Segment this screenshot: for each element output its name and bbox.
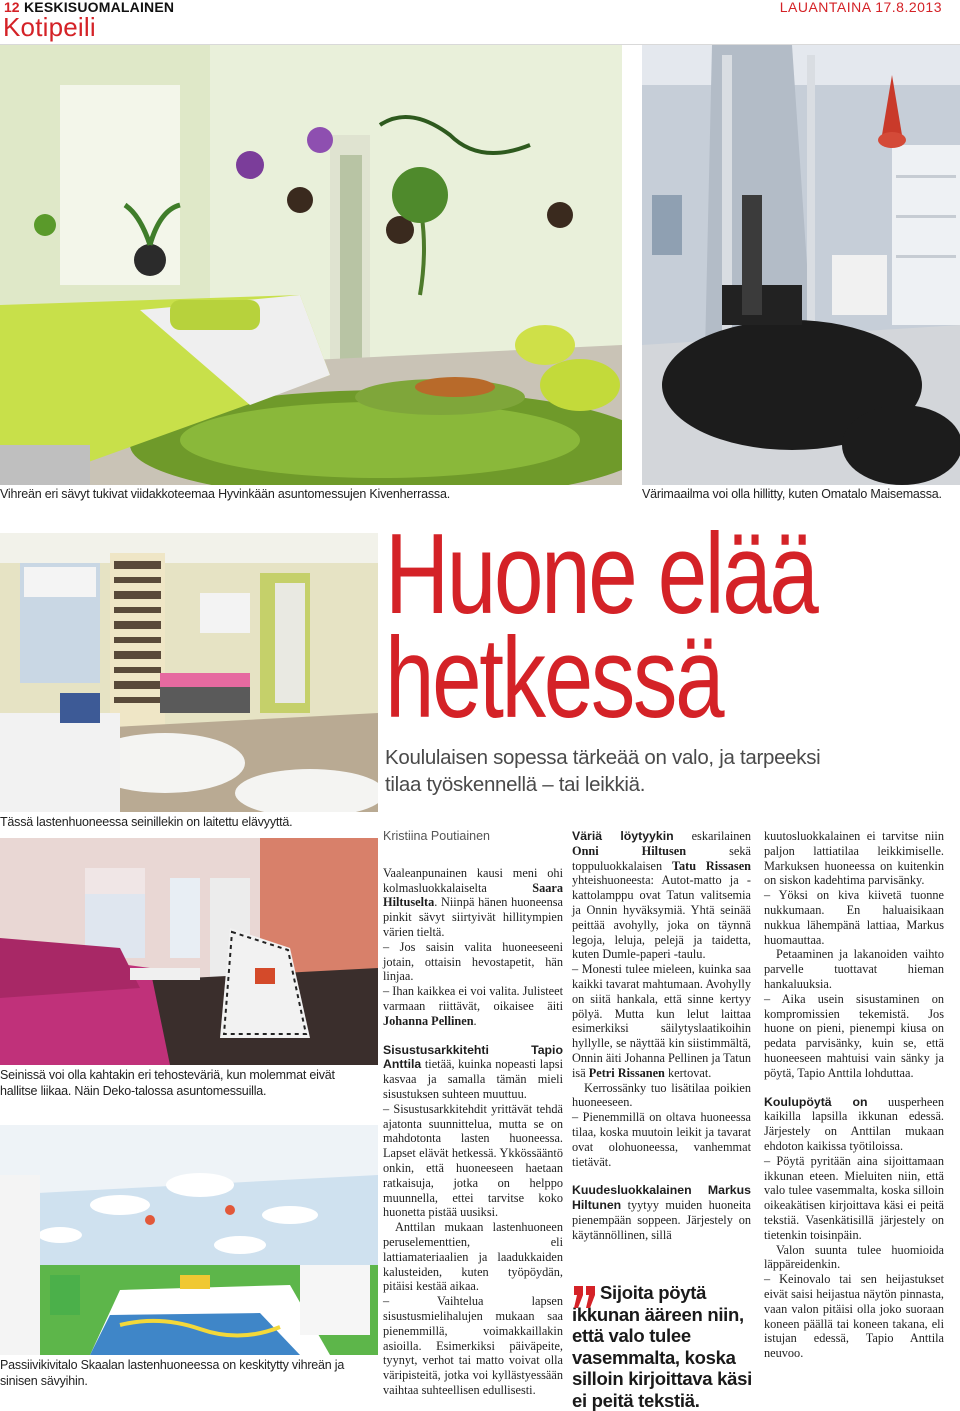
newspaper-name: KESKISUOMALAINEN — [24, 0, 175, 15]
subheading: Koululaisen sopessa tärkeää on valo, ja tarpeeksi tilaa työskennellä – tai leikkiä. — [385, 746, 821, 796]
pull-quote — [572, 1282, 760, 1411]
paragraph: Koulupöytä on uusperheen kaikilla lapsilla ikkunan edessä. Järjestely on Anttilan mukaan ehdoton kaikissa työtiloissa. — [764, 1094, 944, 1153]
paragraph: – Yöksi on kiva kiivetä tuonne nukkumaan. En haluaisikaan nukkua lähempänä lattiaa, Markus huomauttaa. — [764, 888, 944, 947]
section-name: Kotipeili — [3, 12, 96, 42]
paragraph: Kerrossänky tuo lisätilaa poikien huoneeseen. — [572, 1080, 751, 1110]
photo-candy-wall-room — [0, 533, 378, 812]
paragraph: Anttilan mukaan lastenhuoneen peruselementtien, eli lattiamateriaalien ja laadukkaiden kalusteiden, kuten työpöydän, pitäisi kestää aikaa. — [383, 1220, 563, 1294]
paragraph: – Keinovalo tai sen heijastukset eivät saisi heijastua näytön pinnasta, vaan valon pitäisi olla joko suoraan koneen päällä tai koneen takana, eli istujan edessä, Tapio Anttila neuvoo. — [764, 1272, 944, 1361]
person-name: Onni Hiltusen — [572, 843, 687, 858]
pull-quote-text: Sijoita pöytä ikkunan ääreen niin, että valo tulee vasemmalta, koska silloin kirjoittava käsi ei peitä tekstiä. — [572, 1282, 752, 1411]
photo-omatalo-room — [642, 45, 960, 485]
photo-caption: Passiivikivitalo Skaalan lastenhuoneessa on keskitytty vihreän ja sinisen sävyihin. — [0, 1358, 345, 1388]
headline-line: hetkessä — [385, 615, 723, 742]
person-name: Petri Rissanen — [588, 1065, 665, 1080]
photo-pink-room — [0, 838, 378, 1065]
paragraph: – Ihan kaikkea ei voi valita. Julisteet varmaan riittävät, oikaisee äiti Johanna Pellinen. — [383, 984, 563, 1028]
run-in-heading: Kuudesluokkalainen Markus Hiltunen — [572, 1183, 751, 1213]
paragraph: – Monesti tulee mieleen, kuinka saa kaikki tavarat mahtumaan. Avohylly on siitä hankala, että sinne kertyy pölyä. Mutta kun lelut laittaa esimerkiksi säilytyslaatikoihin hyllylle, se näyttää kin siistimmältä, Onnin äiti Johanna Pellinen ja Tatun isä Petri Rissanen kertovat. — [572, 962, 751, 1080]
photo-caption: Värimaailma voi olla hillitty, kuten Omatalo Maisemassa. — [642, 487, 942, 501]
quote-mark-icon — [572, 1284, 598, 1310]
person-name: Saara Hiltuselta — [383, 880, 563, 910]
paragraph: Valon suunta tulee huomioida läppäreidenkin. — [764, 1242, 944, 1272]
page-number: 12 — [4, 0, 20, 15]
article-column-1 — [383, 829, 563, 1398]
headline-line: Huone elää — [385, 511, 817, 638]
headline — [385, 511, 817, 742]
photo-cloud-room — [0, 1125, 378, 1355]
photo-caption: Tässä lastenhuoneessa seinillekin on laitettu elävyyttä. — [0, 815, 293, 829]
person-name: Tatu Rissasen — [671, 858, 751, 873]
photo-caption: Vihreän eri sävyt tukivat viidakkoteemaa Hyvinkään asuntomessujen Kivenherrassa. — [0, 487, 450, 501]
paragraph: kuutosluokkalainen ei tarvitse niin paljon lattiatilaa leikkimiselle. Markuksen huoneessa on kuitenkin on siskon kadehtima parvisänky. — [764, 829, 944, 888]
issue-date: LAUANTAINA 17.8.2013 — [779, 0, 942, 15]
run-in-heading: Väriä löytyykin — [572, 829, 674, 843]
photo-jungle-room — [0, 45, 622, 485]
paragraph: – Aika usein sisustaminen on kompromissien tekemistä. Jos huone on pieni, pienempi kiusa on pedata parvisänky, kuin se, että huoneeseen mahtuisi vain sänky ja pöytä, Tapio Anttila lohduttaa. — [764, 991, 944, 1080]
person-name: Johanna Pellinen — [383, 1013, 474, 1028]
paragraph: – Jos saisin valita huoneeseeni jotain, ottaisin hevostapetit, hän linjaa. — [383, 939, 563, 984]
photo-caption: Seinissä voi olla kahtakin eri tehosteväriä, kun molemmat eivät hallitse liikaa. Näin Deko-talossa asuntomessuilla. — [0, 1068, 335, 1098]
paragraph: – Sisustusarkkitehdit yrittävät tehdä ajatonta suunnittelua, mutta se on mahdotonta lasten huoneessa. Lapset elävät hetkessä. Ykkössääntö onkin, että huoneeseen haetaan ratkaisuja, jotka on helppo muunnella, ettei tarvitse koko huonetta pistää uusiksi. — [383, 1101, 563, 1220]
paragraph: Kuudesluokkalainen Markus Hiltunen tyytyy muiden huoneita pienempään soppeen. Järjestely on käytännöllinen, sillä — [572, 1183, 751, 1242]
paragraph: Petaaminen ja lakanoiden vaihto parvelle tuottavat hieman hankaluuksia. — [764, 947, 944, 991]
article-column-2 — [572, 829, 751, 1243]
byline: Kristiina Poutiainen — [383, 829, 491, 843]
run-in-heading: Sisustusarkkitehti Tapio Anttila — [383, 1042, 563, 1072]
paragraph: – Pienemmillä on oltava huoneessa tilaa, koska muutoin leikit ja tavarat ovat olohuoneessa, vanhemmat tietävät. — [572, 1110, 751, 1169]
paragraph: Sisustusarkkitehti Tapio Anttila tietää, kuinka nopeasti lapsi kasvaa ja samalla tämän mieli sisustuksen suhteen muuttuu. — [383, 1042, 563, 1101]
paragraph: Väriä löytyykin eskarilainen Onni Hiltusen sekä toppuluokkalaisen Tatu Rissasen yhteishuoneesta: Autot-matto ja -kattolamppu ovat Tatun valitsemia ja Onnin hyväksymiä. Yhtä seinää peittää avohylly, joka on täynnä legoja, leluja, pelejä ja taidetta, kuten Dumle-paperi -taulu. — [572, 829, 752, 962]
paragraph: – Vaihtelua lapsen sisustusmielihalujen mukaan saa pienemmillä, voimakkaillakin asioilla. Esimerkiksi päiväpeite, tyynyt, verhot tai matto voivat olla väripisteitä, jotka voi kyllästyessään vaihtaa suhteellisen edullisesti. — [383, 1294, 563, 1397]
paragraph: Vaaleanpunainen kausi meni ohi kolmasluokkalaiselta Saara Hiltuselta. Niinpä hänen huoneensa pinkit sävyt siirtyivät hillitympien värien tieltä. — [383, 865, 563, 939]
paragraph: – Pöytä pyritään aina sijoittamaan ikkunan eteen. Mieluiten niin, että valo tulee vasemmalta, koska silloin oikeakätisen kirjoittava käsi ei peitä tekstiä. Vasenkätisillä järjestely on tietenkin toisinpäin. — [764, 1153, 944, 1242]
run-in-heading: Koulupöytä on — [764, 1094, 868, 1109]
article-column-3 — [764, 829, 944, 1361]
